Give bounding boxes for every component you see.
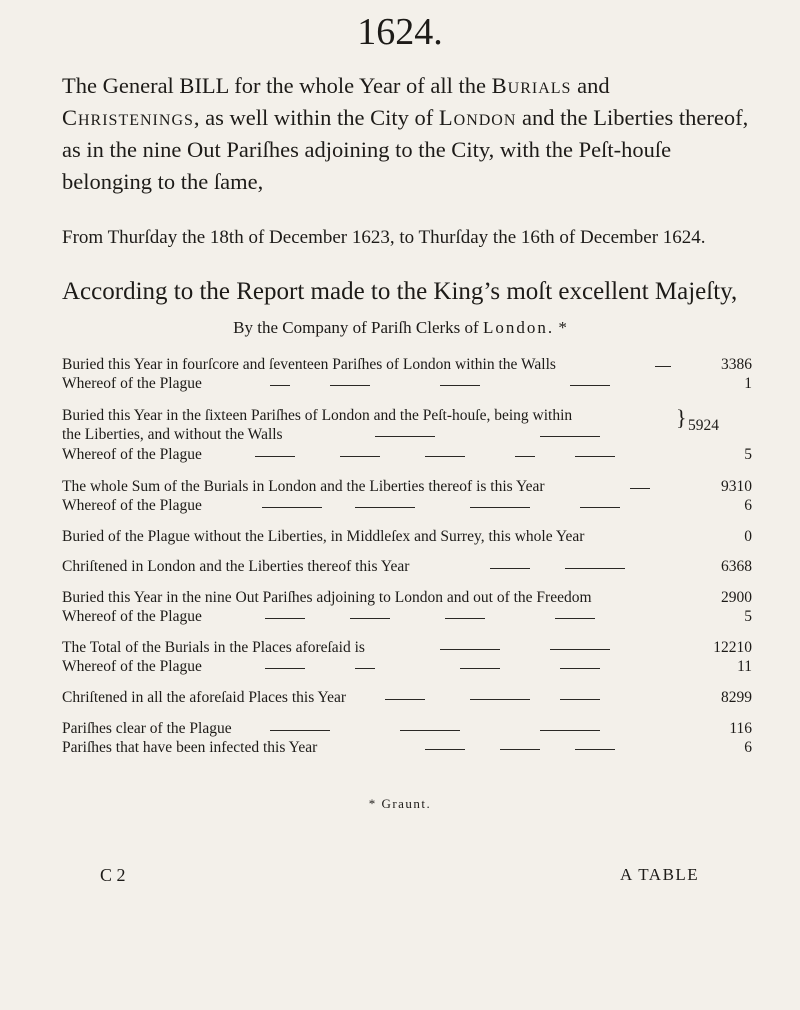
row-label: Chriſtened in London and the Liberties thereof this Year (62, 558, 410, 575)
table-row (62, 657, 752, 677)
table-row (62, 638, 752, 658)
leader-dash (265, 618, 305, 619)
leader-dash (440, 649, 500, 650)
table-row (62, 557, 752, 577)
leader-dash (580, 507, 620, 508)
title-part-1: The General BILL for the whole Year of all the (62, 73, 492, 98)
leader-dash (500, 749, 540, 750)
catchword: A TABLE (620, 865, 700, 884)
page-year-heading: 1624. (357, 11, 443, 53)
row-value: 116 (729, 720, 752, 737)
row-value: 5 (744, 608, 752, 625)
leader-dash (540, 436, 600, 437)
leader-dash (460, 668, 500, 669)
leader-dash (515, 456, 535, 457)
leader-dash (445, 618, 485, 619)
company-mark: * (554, 318, 567, 337)
footnote: * Graunt. (368, 796, 432, 811)
row-value: 3386 (721, 356, 752, 373)
leader-dash (470, 699, 530, 700)
company-prefix: By the Company of Pariſh Clerks of (233, 318, 483, 337)
leader-dash (575, 749, 615, 750)
brace-value: 5924 (688, 417, 719, 434)
row-label: The Total of the Burials in the Places aforeſaid is (62, 639, 365, 656)
table-row (62, 607, 752, 627)
leader-dash (340, 456, 380, 457)
row-value: 0 (744, 528, 752, 545)
leader-dash (490, 568, 530, 569)
leader-dash (400, 730, 460, 731)
table-row (62, 355, 752, 375)
leader-dash (385, 699, 425, 700)
table-row (62, 477, 752, 497)
leader-dash (630, 488, 650, 489)
row-label: Pariſhes that have been infected this Year (62, 739, 318, 756)
row-value: 2900 (721, 589, 752, 606)
row-value: 8299 (721, 689, 752, 706)
row-value: 12210 (713, 639, 752, 656)
leader-dash (355, 507, 415, 508)
row-label: Whereof of the Plague (62, 658, 202, 675)
title-london: London (438, 105, 517, 130)
table-row (62, 688, 752, 708)
leader-dash (555, 618, 595, 619)
title-part-2: and (571, 73, 610, 98)
leader-dash (270, 385, 290, 386)
table-row (62, 425, 672, 445)
row-value: 9310 (721, 478, 752, 495)
row-value: 11 (737, 658, 752, 675)
title-burials: Burials (491, 73, 572, 98)
leader-dash (540, 730, 600, 731)
row-label: Whereof of the Plague (62, 375, 202, 392)
row-label: The whole Sum of the Burials in London and the Liberties thereof is this Year (62, 478, 545, 495)
leader-dash (560, 699, 600, 700)
leader-dash (375, 436, 435, 437)
leader-dash (565, 568, 625, 569)
leader-dash (655, 366, 671, 367)
leader-dash (262, 507, 322, 508)
date-range-line: From Thurſday the 18th of December 1623, to Thurſday the 16th of December 1624. (62, 227, 706, 248)
row-label: Whereof of the Plague (62, 608, 202, 625)
table-row (62, 719, 752, 739)
row-label: Chriſtened in all the aforeſaid Places this Year (62, 689, 347, 706)
leader-dash (255, 456, 295, 457)
title-part-4: and the Liberties thereof, as in the nine Out Pariſhes adjoining to the City, with the Peſt-houſe belonging to the ſame, (62, 105, 749, 194)
table-row (62, 588, 752, 608)
leader-dash (570, 385, 610, 386)
row-label: Buried of the Plague without the Liberties, in Middleſex and Surrey, this whole Year (62, 528, 585, 545)
table-row (62, 527, 752, 547)
company-line (0, 318, 800, 338)
leader-dash (560, 668, 600, 669)
row-value: 6 (744, 497, 752, 514)
title-christenings: Christenings (62, 105, 194, 130)
table-row (62, 445, 752, 465)
row-label: the Liberties, and without the Walls (62, 426, 283, 443)
bill-title (62, 70, 752, 198)
leader-dash (575, 456, 615, 457)
row-label: Buried this Year in the ſixteen Pariſhes of London and the Peſt-houſe, being within (62, 407, 573, 424)
leader-dash (440, 385, 480, 386)
brace-mark: } (676, 405, 687, 430)
table-row (62, 374, 752, 394)
leader-dash (550, 649, 610, 650)
row-label: Whereof of the Plague (62, 446, 202, 463)
signature-mark: C 2 (100, 865, 126, 885)
row-label: Buried this Year in fourſcore and ſeventeen Pariſhes of London within the Walls (62, 356, 556, 373)
leader-dash (470, 507, 530, 508)
leader-dash (330, 385, 370, 386)
row-label: Pariſhes clear of the Plague (62, 720, 232, 737)
leader-dash (265, 668, 305, 669)
leader-dash (270, 730, 330, 731)
row-label: Whereof of the Plague (62, 497, 202, 514)
row-value: 6 (744, 739, 752, 756)
row-value: 1 (744, 375, 752, 392)
according-heading: According to the Report made to the King’s moſt excellent Majeſty, (62, 278, 738, 305)
row-label: Buried this Year in the nine Out Pariſhes adjoining to London and out of the Freedom (62, 589, 592, 606)
row-value: 5 (744, 446, 752, 463)
row-value: 6368 (721, 558, 752, 575)
table-row (62, 406, 672, 426)
leader-dash (425, 456, 465, 457)
leader-dash (425, 749, 465, 750)
table-row (62, 738, 752, 758)
table-row (62, 496, 752, 516)
leader-dash (350, 618, 390, 619)
leader-dash (355, 668, 375, 669)
company-city: London. (482, 318, 555, 337)
title-part-3: , as well within the City of (193, 105, 439, 130)
